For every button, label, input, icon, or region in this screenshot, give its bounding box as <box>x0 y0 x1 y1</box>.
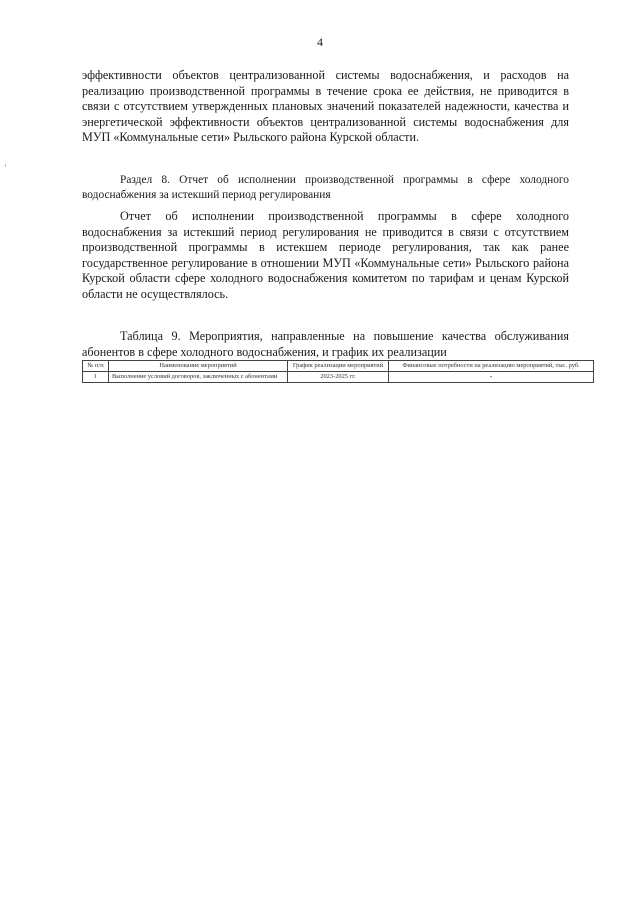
paragraph-efficiency: эффективности объектов централизованной системы водоснабжения, и расходов на реализацию производственной программы в течение срока ее действия, не приводится в связи с отсутствием утвержденных плановых значений показателей надежности, качества и энергетической эффективности объектов централизованной системы водоснабжения для МУП «Коммунальные сети» Рыльского района Курской области. <box>82 68 569 145</box>
header-schedule: График реализации мероприятий <box>288 361 389 372</box>
header-name: Наименование мероприятий <box>109 361 288 372</box>
table-row <box>83 371 594 382</box>
table-9-caption: Таблица 9. Мероприятия, направленные на повышение качества обслуживания абонентов в сфере холодного водоснабжения, и график их реализации <box>82 329 569 359</box>
table-header-row <box>83 361 594 372</box>
header-finance: Финансовые потребности на реализацию мероприятий, тыс. руб. <box>389 361 594 372</box>
measures-table <box>82 360 594 383</box>
paragraph-report: Отчет об исполнении производственной программы в сфере холодного водоснабжения за истекший период регулирования не приводится в связи с отсутствием производственной программы в истекшем периоде регулирования, так как ранее государственное регулирование в отношении МУП «Коммунальные сети» Рыльского района Курской области сфере холодного водоснабжения комитетом по тарифам и ценам Курской области не осуществлялось. <box>82 209 569 301</box>
cell-finance: - <box>389 371 594 382</box>
scan-margin-mark <box>5 164 6 167</box>
cell-schedule: 2023-2025 гг. <box>288 371 389 382</box>
page-number: 4 <box>317 35 323 49</box>
header-num: № п/п <box>83 361 109 372</box>
cell-name: Выполнение условий договоров, заключенных с абонентами <box>109 371 288 382</box>
section-8-title: Раздел 8. Отчет об исполнении производственной программы в сфере холодного водоснабжения за истекший период регулирования <box>82 174 569 201</box>
cell-num: 1 <box>83 371 109 382</box>
